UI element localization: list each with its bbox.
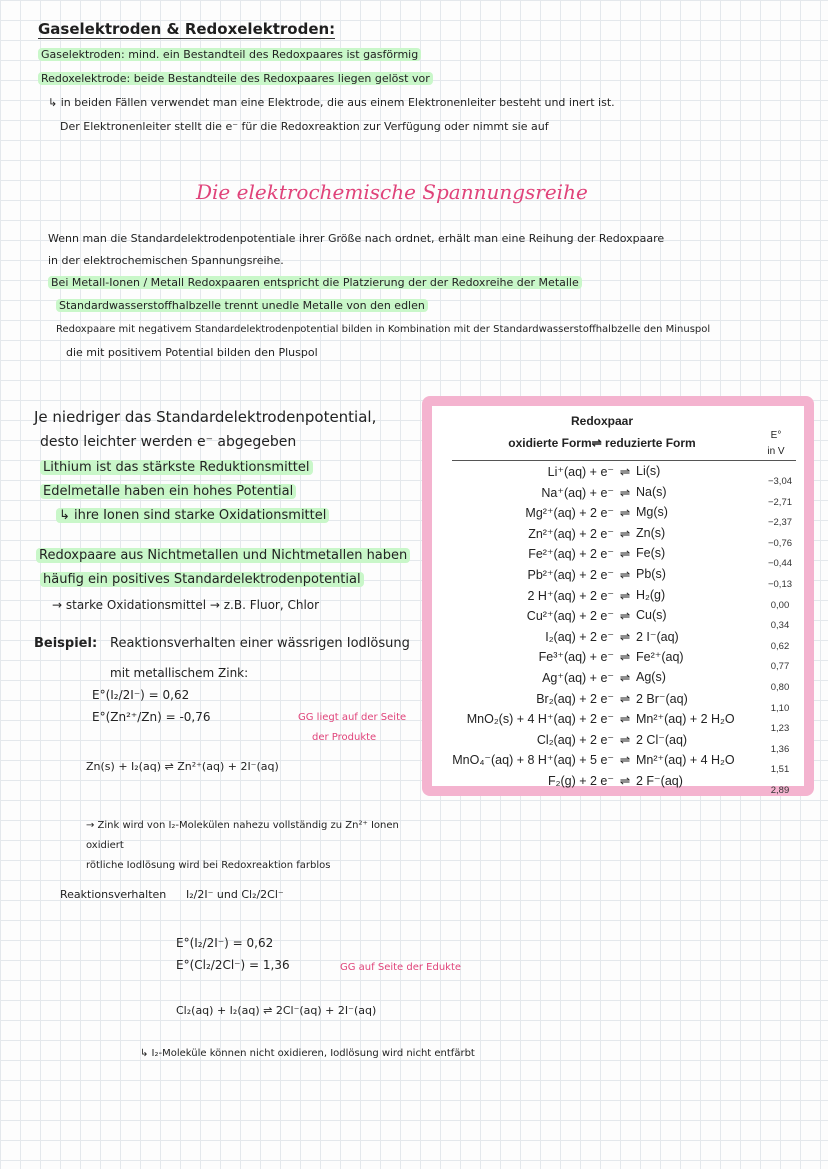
note-nonmetals: Redoxpaare aus Nichtmetallen und Nichtmetallen haben <box>36 548 410 563</box>
column-potential: E° <box>770 430 782 441</box>
reduced-form: 2 Cl⁻(aq) <box>636 732 688 747</box>
reduced-form: H₂(g) <box>636 587 666 602</box>
standard-potential: 2,89 <box>770 785 790 796</box>
table-row <box>432 752 804 776</box>
reduced-form: Zn(s) <box>636 525 666 540</box>
reduced-form: Fe²⁺(aq) <box>636 650 684 665</box>
oxidized-form: I₂(aq) + 2 e⁻ <box>545 629 614 644</box>
result-line-4: ↳ I₂-Moleküle können nicht oxidieren, Iodlösung wird nicht entfärbt <box>140 1048 475 1059</box>
table-row <box>432 649 804 673</box>
equation-zinc-iodine: Zn(s) + I₂(aq) ⇌ Zn²⁺(aq) + 2I⁻(aq) <box>86 760 279 773</box>
oxidized-form: 2 H⁺(aq) + 2 e⁻ <box>527 588 614 603</box>
reduced-form: Fe(s) <box>636 546 666 561</box>
reduced-form: Mg(s) <box>636 505 668 520</box>
standard-potential: −2,37 <box>767 517 793 529</box>
redox-table <box>432 406 804 796</box>
oxidized-form: Li⁺(aq) + e⁻ <box>547 465 614 479</box>
table-row <box>432 608 804 632</box>
table-row <box>432 629 804 652</box>
potential-iodine: E°(I₂/2I⁻) = 0,62 <box>92 688 190 702</box>
reduced-form: 2 Br⁻(aq) <box>636 691 688 706</box>
standard-potential: 1,51 <box>770 764 790 776</box>
note-electrode: ↳ in beiden Fällen verwendet man eine Elektrode, die aus einem Elektronenleiter besteht und inert ist. <box>48 96 615 109</box>
standard-potential: 1,23 <box>770 723 790 735</box>
column-unit: in V <box>767 446 785 457</box>
equilibrium-arrow: ⇌ <box>619 609 631 624</box>
table-row <box>432 484 804 508</box>
table-row <box>432 773 804 796</box>
reduced-form: Mn²⁺(aq) + 2 H₂O <box>636 712 735 727</box>
standard-potential: 1,36 <box>770 743 790 755</box>
equilibrium-arrow: ⇌ <box>619 753 631 768</box>
equilibrium-arrow: ⇌ <box>619 485 631 500</box>
oxidized-form: Pb²⁺(aq) + 2 e⁻ <box>527 568 614 582</box>
table-subheader: oxidierte Form⇌ reduzierte Form <box>508 436 696 450</box>
standard-potential: 0,80 <box>770 682 790 693</box>
reduced-form: Mn²⁺(aq) + 4 H₂O <box>636 753 735 768</box>
equation-chlorine-iodine: Cl₂(aq) + I₂(aq) ⇌ 2Cl⁻(aq) + 2I⁻(aq) <box>176 1004 377 1017</box>
intro-line-1: Wenn man die Standardelektrodenpotentiale ihrer Größe nach ordnet, erhält man eine Reihung der Redoxpaare <box>48 232 665 245</box>
reduced-form: Cu(s) <box>636 608 667 623</box>
table-row <box>432 670 804 693</box>
oxidized-form: Fe³⁺(aq) + e⁻ <box>538 650 614 665</box>
standard-potential: −0,13 <box>767 579 793 590</box>
intro-line-2: in der elektrochemischen Spannungsreihe. <box>48 254 284 267</box>
header-divider <box>452 460 796 461</box>
oxidized-form: Fe²⁺(aq) + 2 e⁻ <box>528 547 614 562</box>
intro-line-6: die mit positivem Potential bilden den Pluspol <box>66 346 318 359</box>
result-line-1: → Zink wird von I₂-Molekülen nahezu vollständig zu Zn²⁺ Ionen <box>86 820 399 831</box>
standard-potential: −2,71 <box>767 496 793 508</box>
reduced-form: Pb(s) <box>636 567 666 581</box>
oxidized-form: Cu²⁺(aq) + 2 e⁻ <box>526 609 614 624</box>
equilibrium-arrow: ⇌ <box>619 588 631 603</box>
result-line-3: rötliche Iodlösung wird bei Redoxreaktion farblos <box>86 860 331 871</box>
reduced-form: Ag(s) <box>636 670 666 684</box>
oxidized-form: MnO₄⁻(aq) + 8 H⁺(aq) + 5 e⁻ <box>452 753 614 768</box>
equilibrium-arrow: ⇌ <box>619 774 631 788</box>
equilibrium-note-3: GG auf Seite der Edukte <box>340 962 462 973</box>
result-line-2: oxidiert <box>86 840 124 851</box>
potential-iodine-2: E°(I₂/2I⁻) = 0,62 <box>176 936 274 950</box>
oxidized-form: Na⁺(aq) + e⁻ <box>541 485 614 500</box>
example-label: Beispiel: <box>34 636 98 651</box>
standard-potential: −0,76 <box>767 537 793 549</box>
standard-potential: 0,34 <box>770 620 790 632</box>
note-strong-oxidizers: → starke Oxidationsmittel → z.B. Fluor, Chlor <box>52 598 320 612</box>
table-header: Redoxpaar <box>570 414 634 428</box>
standard-potential: 0,00 <box>770 599 790 611</box>
table-row <box>432 567 804 590</box>
equilibrium-arrow: ⇌ <box>619 712 631 727</box>
oxidized-form: MnO₂(s) + 4 H⁺(aq) + 2 e⁻ <box>466 712 614 727</box>
equilibrium-arrow: ⇌ <box>619 671 631 685</box>
table-row <box>432 546 804 570</box>
standard-potential: 0,77 <box>770 661 790 673</box>
redox-table-card <box>422 396 814 796</box>
standard-potential: −3,04 <box>767 476 793 487</box>
example-heading-2: mit metallischem Zink: <box>110 666 249 680</box>
equilibrium-arrow: ⇌ <box>619 526 631 541</box>
intro-line-3: Bei Metall-Ionen / Metall Redoxpaaren entspricht die Platzierung der der Redoxreihe der Metalle <box>48 276 582 289</box>
table-row <box>432 464 804 487</box>
standard-potential: −0,44 <box>767 558 793 570</box>
oxidized-form: Br₂(aq) + 2 e⁻ <box>536 691 614 706</box>
note-electron-conductor: Der Elektronenleiter stellt die e⁻ für die Redoxreaktion zur Verfügung oder nimmt sie auf <box>60 120 549 133</box>
equilibrium-arrow: ⇌ <box>619 547 631 562</box>
standard-potential: 0,62 <box>770 640 790 652</box>
reduced-form: Li(s) <box>636 464 661 478</box>
note-positive-potential: häufig ein positives Standardelektrodenpotential <box>40 572 364 587</box>
table-row <box>432 732 804 755</box>
oxidized-form: Mg²⁺(aq) + 2 e⁻ <box>525 506 614 521</box>
equilibrium-arrow: ⇌ <box>619 650 631 665</box>
reduced-form: 2 F⁻(aq) <box>636 774 683 788</box>
oxidized-form: Ag⁺(aq) + e⁻ <box>542 671 614 685</box>
equilibrium-arrow: ⇌ <box>619 465 631 479</box>
potential-chlorine: E°(Cl₂/2Cl⁻) = 1,36 <box>176 958 290 972</box>
page-title: Gaselektroden & Redoxelektroden: <box>38 20 336 38</box>
equilibrium-arrow: ⇌ <box>619 732 631 747</box>
note-ions-oxidizers: ↳ ihre Ionen sind starke Oxidationsmittel <box>56 508 329 523</box>
reaction-behaviour-pair: I₂/2I⁻ und Cl₂/2Cl⁻ <box>186 888 284 901</box>
example-heading: Reaktionsverhalten einer wässrigen Iodlösung <box>110 636 410 651</box>
table-row <box>432 505 804 529</box>
potential-zinc: E°(Zn²⁺/Zn) = -0,76 <box>92 710 211 724</box>
reduced-form: 2 I⁻(aq) <box>636 629 679 644</box>
equilibrium-note-2: der Produkte <box>312 732 377 743</box>
note-electrons-released: desto leichter werden e⁻ abgegeben <box>40 434 297 450</box>
table-row <box>432 711 804 735</box>
section-title: Die elektrochemische Spannungsreihe <box>196 180 588 204</box>
intro-line-4: Standardwasserstoffhalbzelle trennt unedle Metalle von den edlen <box>56 299 428 312</box>
oxidized-form: F₂(g) + 2 e⁻ <box>548 774 614 788</box>
reaction-behaviour-label: Reaktionsverhalten <box>60 888 167 901</box>
equilibrium-arrow: ⇌ <box>619 629 631 644</box>
note-lithium: Lithium ist das stärkste Reduktionsmittel <box>40 460 313 475</box>
equilibrium-note-1: GG liegt auf der Seite <box>298 712 407 723</box>
note-low-potential: Je niedriger das Standardelektrodenpotential, <box>34 408 377 426</box>
definition-redoxelektrode: Redoxelektrode: beide Bestandteile des Redoxpaares liegen gelöst vor <box>38 72 433 85</box>
reduced-form: Na(s) <box>636 484 667 499</box>
oxidized-form: Cl₂(aq) + 2 e⁻ <box>536 732 614 747</box>
equilibrium-arrow: ⇌ <box>619 506 631 521</box>
note-noble-metals: Edelmetalle haben ein hohes Potential <box>40 484 296 499</box>
table-row <box>432 691 804 714</box>
intro-line-5: Redoxpaare mit negativem Standardelektrodenpotential bilden in Kombination mit der Standardwasserstoffhalbzelle den Minuspol <box>56 324 711 335</box>
definition-gaselektrode: Gaselektroden: mind. ein Bestandteil des Redoxpaares ist gasförmig <box>38 48 421 61</box>
table-row <box>432 587 804 611</box>
oxidized-form: Zn²⁺(aq) + 2 e⁻ <box>528 526 614 541</box>
equilibrium-arrow: ⇌ <box>619 691 631 706</box>
standard-potential: 1,10 <box>770 702 790 714</box>
table-row <box>432 525 804 549</box>
equilibrium-arrow: ⇌ <box>619 568 631 582</box>
